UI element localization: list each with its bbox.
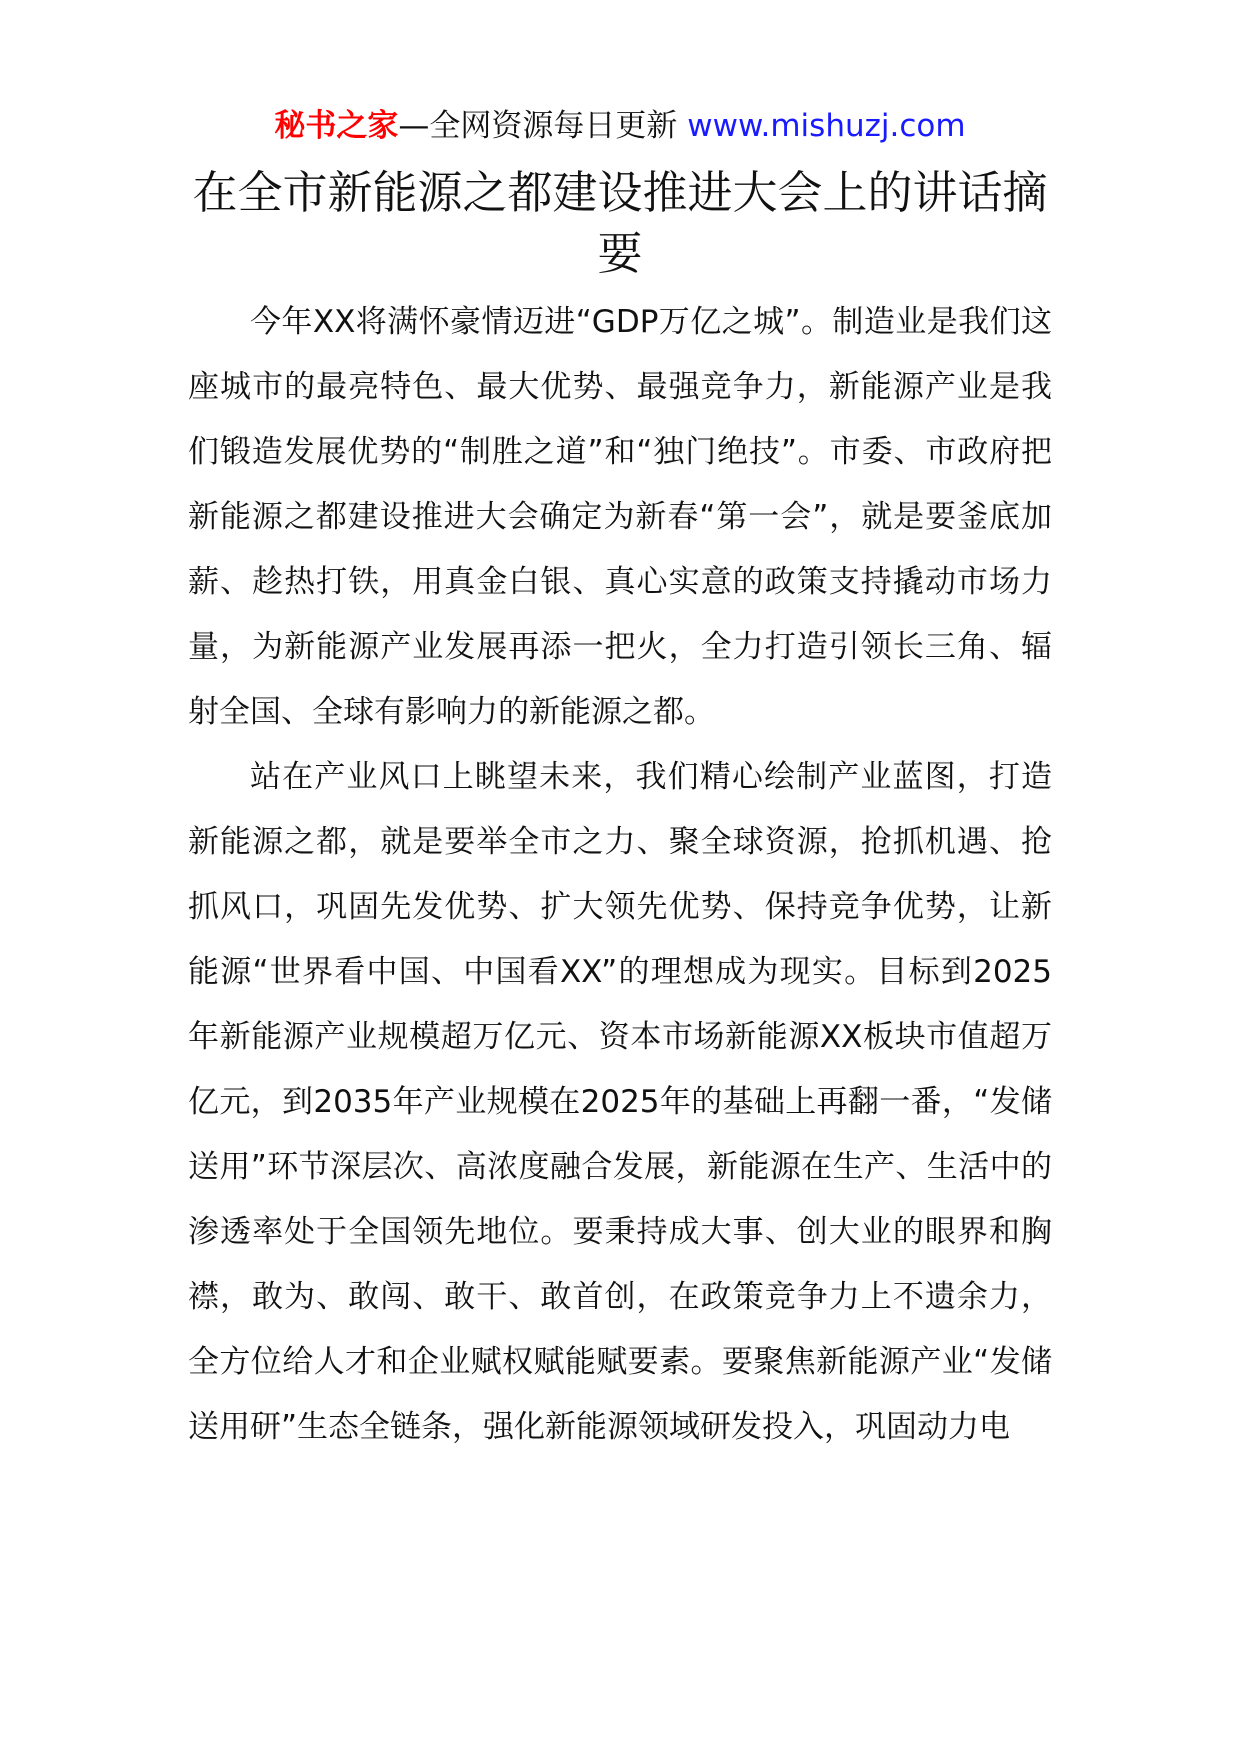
document-title: 在全市新能源之都建设推进大会上的讲话摘要 xyxy=(192,166,1048,280)
document-body xyxy=(188,290,1052,1460)
paragraph-2: 站在产业风口上眺望未来，我们精心绘制产业蓝图，打造新能源之都，就是要举全市之力、聚全球资源，抢抓机遇、抢抓风口，巩固先发优势、扩大领先优势、保持竞争优势，让新能源“世界看中国、中国看XX”的理想成为现实。目标到2025年新能源产业规模超万亿元、资本市场新能源XX板块市值超万亿元，到2035年产业规模在2025年的基础上再翻一番，“发储送用”环节深层次、高浓度融合发展，新能源在生产、生活中的渗透率处于全国领先地位。要秉持成大事、创大业的眼界和胸襟，敢为、敢闯、敢干、敢首创，在政策竞争力上不遗余力，全方位给人才和企业赋权赋能赋要素。要聚焦新能源产业“发储送用研”生态全链条，强化新能源领域研发投入，巩固动力电 xyxy=(188,759,1052,1445)
site-url-link[interactable]: www.mishuzj.com xyxy=(687,108,966,144)
site-tagline: —全网资源每日更新 xyxy=(398,108,678,144)
paragraph-1: 今年XX将满怀豪情迈进“GDP万亿之城”。制造业是我们这座城市的最亮特色、最大优势、最强竞争力，新能源产业是我们锻造发展优势的“制胜之道”和“独门绝技”。市委、市政府把新能源之都建设推进大会确定为新春“第一会”，就是要釜底加薪、趁热打铁，用真金白银、真心实意的政策支持撬动市场力量，为新能源产业发展再添一把火，全力打造引领长三角、辐射全国、全球有影响力的新能源之都。 xyxy=(188,304,1052,730)
site-brand: 秘书之家 xyxy=(274,108,399,144)
site-header xyxy=(0,104,1240,148)
